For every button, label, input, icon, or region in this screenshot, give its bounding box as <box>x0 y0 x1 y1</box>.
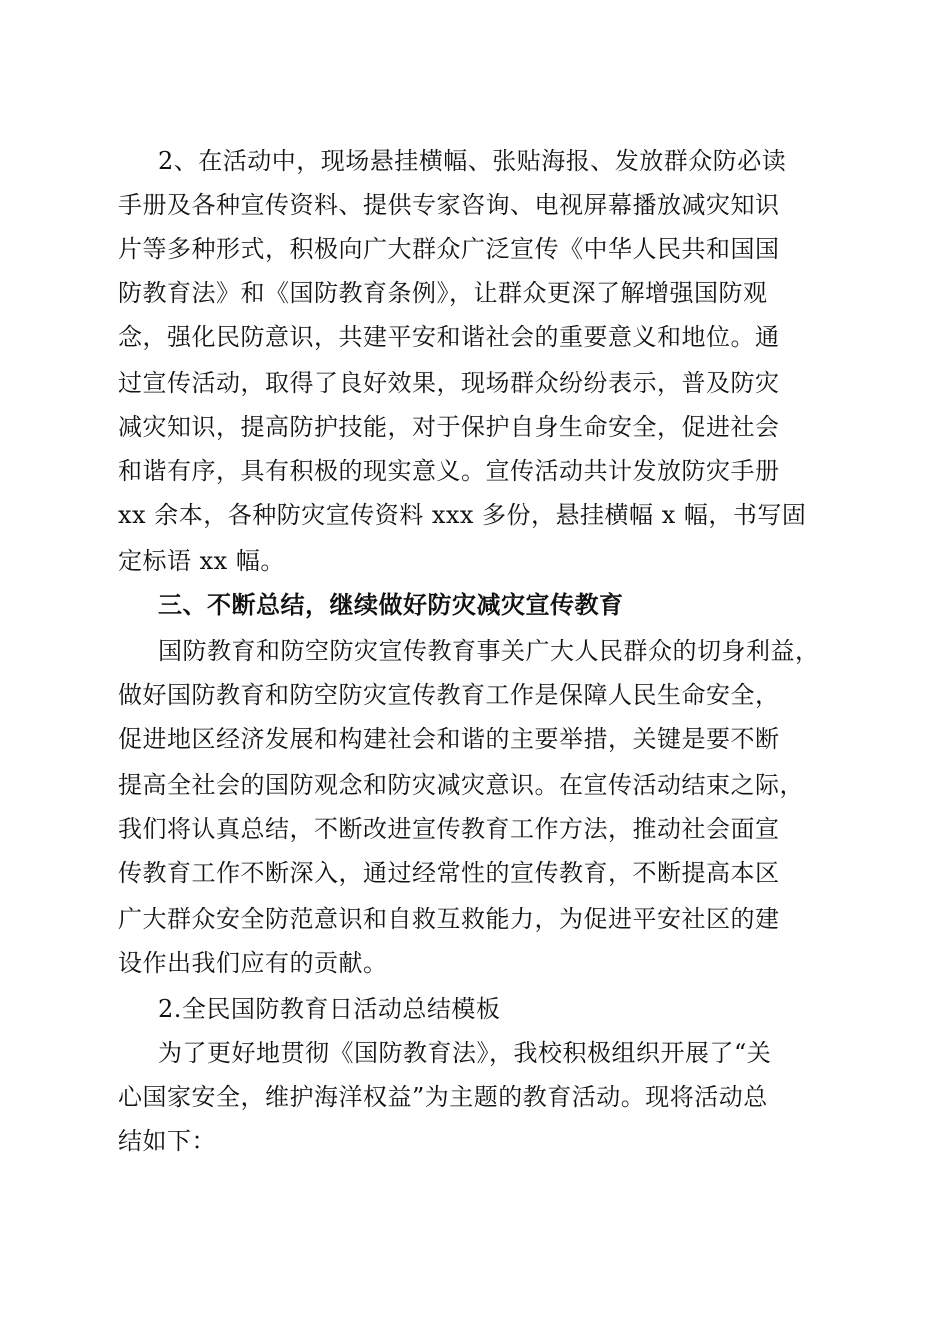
paragraph2-line: 我们将认真总结，不断改进宣传教育工作方法，推动社会面宣 <box>118 815 780 843</box>
paragraph2-line: 国防教育和防空防灾宣传教育事关广大人民群众的切身利益， <box>158 637 820 665</box>
paragraph1-line: 念，强化民防意识，共建平安和谐社会的重要意义和地位。通 <box>118 323 780 351</box>
paragraph3-line: 为了更好地贯彻《国防教育法》，我校积极组织开展了“关 <box>158 1039 772 1067</box>
paragraph1-line: 防教育法》和《国防教育条例》，让群众更深了解增强国防观 <box>118 279 768 307</box>
paragraph1-line: 减灾知识，提高防护技能，对于保护自身生命安全，促进社会 <box>118 413 780 441</box>
paragraph1-line: 片等多种形式，积极向广大群众广泛宣传《中华人民共和国国 <box>118 235 780 263</box>
paragraph3-line: 心国家安全，维护海洋权益”为主题的教育活动。现将活动总 <box>118 1083 768 1111</box>
paragraph1-line: 定标语 xx 幅。 <box>118 547 285 575</box>
paragraph1-line: 和谐有序，具有积极的现实意义。宣传活动共计发放防灾手册 <box>118 457 780 485</box>
paragraph1-line: 手册及各种宣传资料、提供专家咨询、电视屏幕播放减灾知识 <box>118 191 780 219</box>
paragraph1-line: 过宣传活动，取得了良好效果，现场群众纷纷表示，普及防灾 <box>118 369 780 397</box>
paragraph1-line: 2、在活动中，现场悬挂横幅、张贴海报、发放群众防必读 <box>158 147 787 175</box>
paragraph3-line: 结如下： <box>118 1127 216 1155</box>
paragraph1-line: xx 余本，各种防灾宣传资料 xxx 多份，悬挂横幅 x 幅，书写固 <box>118 501 807 529</box>
paragraph2-line: 提高全社会的国防观念和防灾减灾意识。在宣传活动结束之际， <box>118 771 804 799</box>
section-heading: 三、不断总结，继续做好防灾减灾宣传教育 <box>158 591 624 619</box>
paragraph2-line: 广大群众安全防范意识和自救互救能力，为促进平安社区的建 <box>118 905 780 933</box>
paragraph2-line: 促进地区经济发展和构建社会和谐的主要举措，关键是要不断 <box>118 725 780 753</box>
paragraph2-line: 做好国防教育和防空防灾宣传教育工作是保障人民生命安全， <box>118 681 780 709</box>
paragraph2-line: 传教育工作不断深入，通过经常性的宣传教育，不断提高本区 <box>118 859 780 887</box>
subtitle: 2.全民国防教育日活动总结模板 <box>158 995 501 1023</box>
paragraph2-line: 设作出我们应有的贡献。 <box>118 949 388 977</box>
